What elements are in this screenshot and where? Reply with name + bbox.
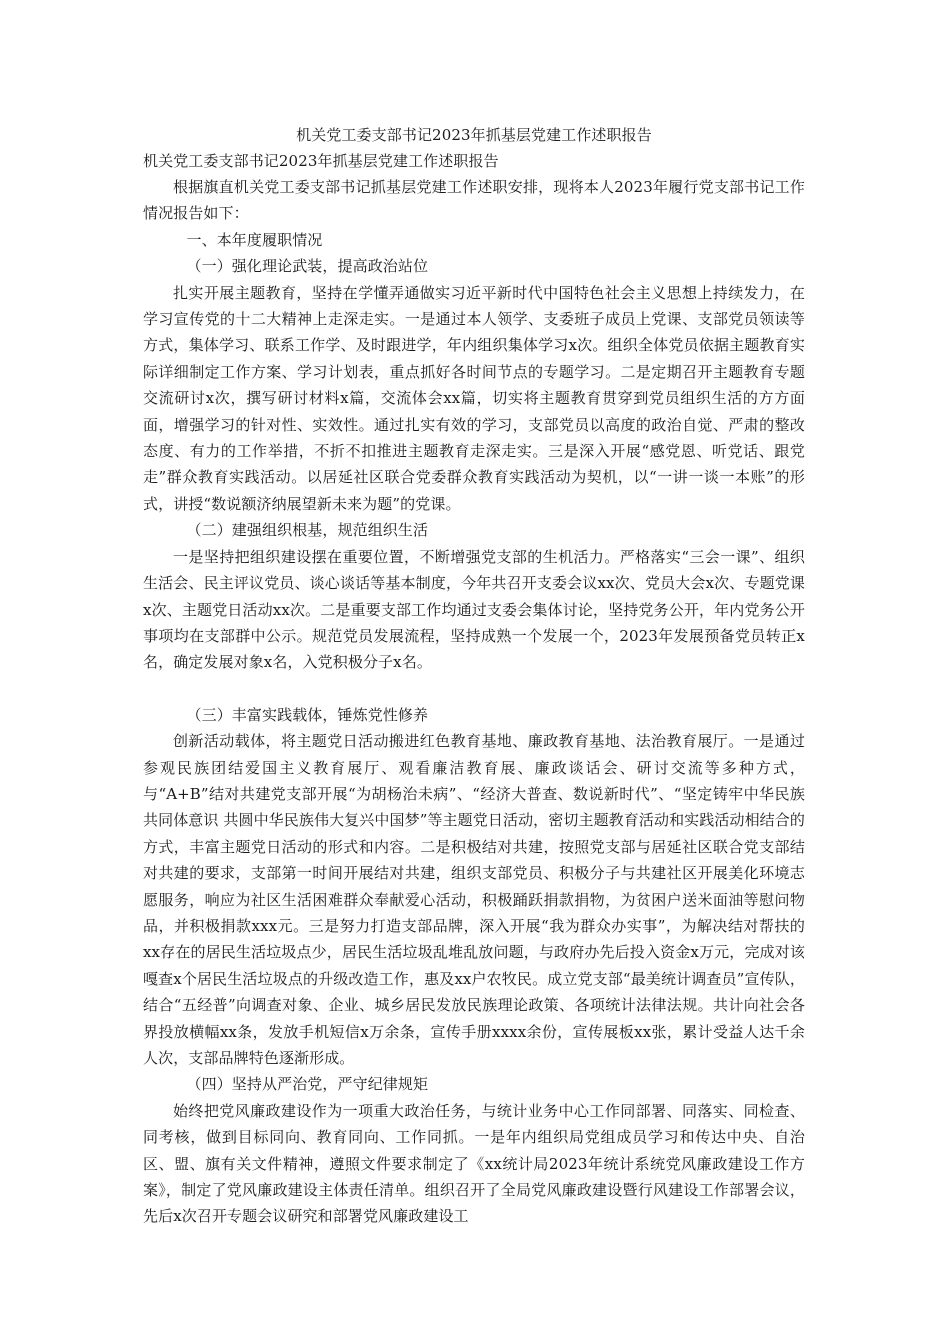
- document-subtitle: 机关党工委支部书记2023年抓基层党建工作述职报告: [143, 152, 499, 170]
- section-heading-performance: 一、本年度履职情况: [186, 230, 323, 249]
- document-title: 机关党工委支部书记2023年抓基层党建工作述职报告: [296, 126, 652, 144]
- subsection-heading-practice: （三）丰富实践载体，锤炼党性修养: [186, 705, 429, 724]
- paragraph-spacer: [143, 676, 805, 702]
- subsection-body-practice: 创新活动载体，将主题党日活动搬进红色教育基地、廉政教育基地、法治教育展厅。一是通过参观民族团结爱国主义教育展厅、观看廉洁教育展、廉政谈话会、研讨交流等多种方式，与“A+B”结对共建党支部开展“为胡杨治未病”、“经济大普查、数说新时代”、“坚定铸牢中华民族共同体意识 共圆中华民族伟大复兴中国梦”等主题党日活动，密切主题教育活动和实践活动相结合的方式，丰富主题党日活动的形式和内容。二是积极结对共建，按照党支部与居延社区联合党支部结对共建的要求，支部第一时间开展结对共建，组织支部党员、积极分子与共建社区开展美化环境志愿服务，响应为社区生活困难群众奉献爱心活动，积极踊跃捐款捐物，为贫困户送米面油等慰问物品，并积极捐款xxx元。三是努力打造支部品牌，深入开展“我为群众办实事”，为解决结对帮扶的xx存在的居民生活垃圾点少，居民生活垃圾乱堆乱放问题，与政府办先后投入资金x万元，完成对该嘎查x个居民生活垃圾点的升级改造工作，惠及xx户农牧民。成立党支部“最美统计调查员”宣传队，结合“五经普”向调查对象、企业、城乡居民发放民族理论政策、各项统计法律法规。共计向社会各界投放横幅xx条，发放手机短信x万余条，宣传手册xxxx余份，宣传展板xx张，累计受益人达千余人次，支部品牌特色逐渐形成。: [143, 732, 805, 1067]
- subsection-body-organization: 一是坚持把组织建设摆在重要位置，不断增强党支部的生机活力。严格落实“三会一课”、组织生活会、民主评议党员、谈心谈话等基本制度，今年共召开支委会议xx次、党员大会x次、专题党课x次、主题党日活动xx次。二是重要支部工作均通过支委会集体讨论，坚持党务公开，年内党务公开事项均在支部群中公示。规范党员发展流程，坚持成熟一个发展一个，2023年发展预备党员转正x名，确定发展对象x名，入党积极分子x名。: [143, 547, 805, 672]
- subsection-heading-theory: （一）强化理论武装，提高政治站位: [186, 257, 429, 276]
- intro-paragraph: 根据旗直机关党工委支部书记抓基层党建工作述职安排，现将本人2023年履行党支部书记工作情况报告如下：: [143, 178, 805, 223]
- subsection-heading-discipline: （四）坚持从严治党，严守纪律规矩: [186, 1075, 429, 1094]
- subsection-body-discipline: 始终把党风廉政建设作为一项重大政治任务，与统计业务中心工作同部署、同落实、同检查、同考核，做到目标同向、教育同向、工作同抓。一是年内组织局党组成员学习和传达中央、自治区、盟、旗有关文件精神，遵照文件要求制定了《xx统计局2023年统计系统党风廉政建设工作方案》，制定了党风廉政建设主体责任清单。组织召开了全局党风廉政建设暨行风建设工作部署会议，先后x次召开专题会议研究和部署党风廉政建设工: [143, 1101, 805, 1226]
- subsection-body-theory: 扎实开展主题教育，坚持在学懂弄通做实习近平新时代中国特色社会主义思想上持续发力，在学习宣传党的十二大精神上走深走实。一是通过本人领学、支委班子成员上党课、支部党员领读等方式，集体学习、联系工作学、及时跟进学，年内组织集体学习x次。组织全体党员依据主题教育实际详细制定工作方案、学习计划表，重点抓好各时间节点的专题学习。二是定期召开主题教育专题交流研讨x次，撰写研讨材料x篇，交流体会xx篇，切实将主题教育贯穿到党员组织生活的方方面面，增强学习的针对性、实效性。通过扎实有效的学习，支部党员以高度的政治自觉、严肃的整改态度、有力的工作举措，不折不扣推进主题教育走深走实。三是深入开展“感党恩、听党话、跟党走”群众教育实践活动。以居延社区联合党委群众教育实践活动为契机，以“一讲一谈一本账”的形式，讲授“数说额济纳展望新未来为题”的党课。: [143, 283, 805, 513]
- subsection-heading-organization: （二）建强组织根基，规范组织生活: [186, 521, 429, 540]
- document-body: [143, 122, 805, 1230]
